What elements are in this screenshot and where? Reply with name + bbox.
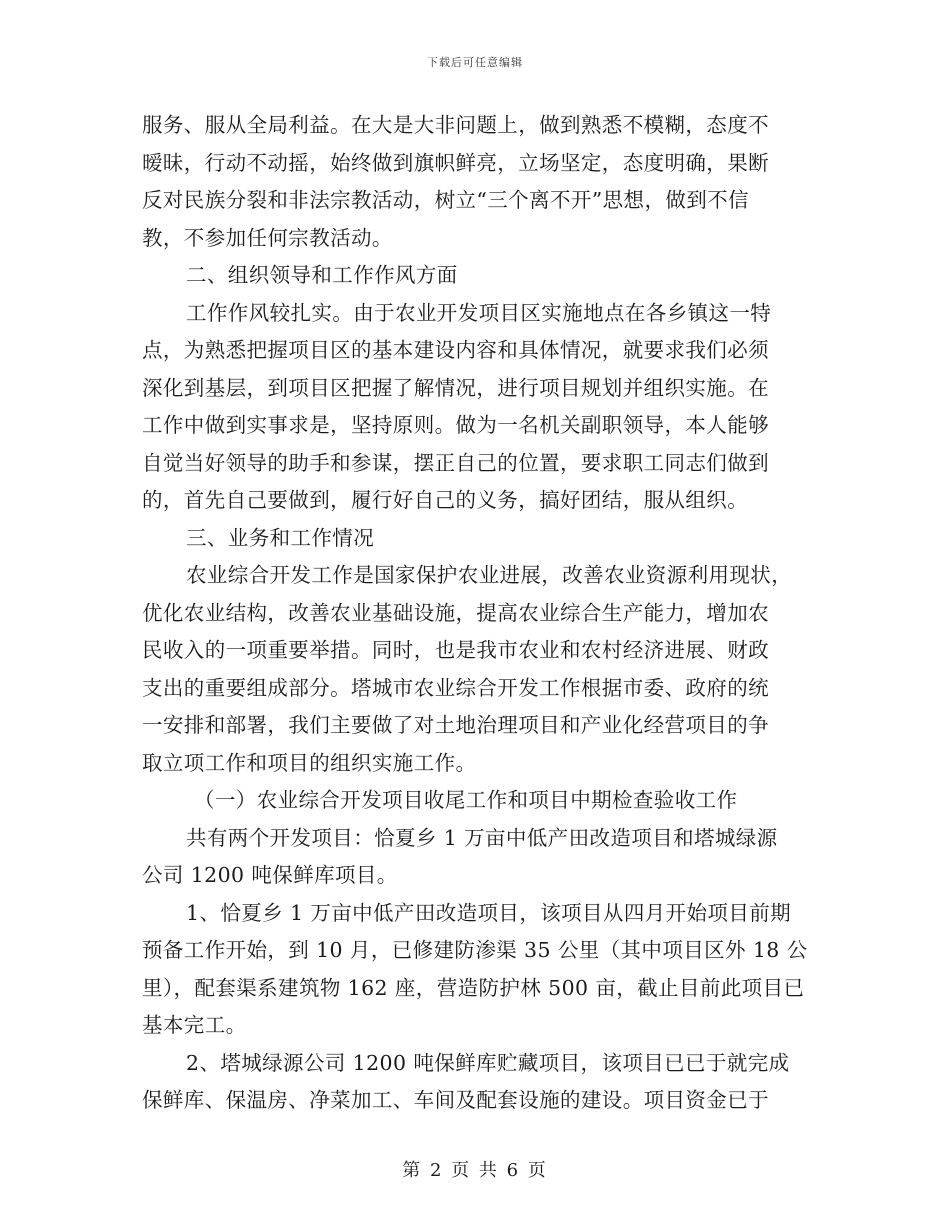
- body-line: 优化农业结构，改善农业基础设施，提高农业综合生产能力，增加农: [142, 600, 769, 625]
- body-line: 一安排和部署，我们主要做了对土地治理项目和产业化经营项目的争: [142, 713, 769, 737]
- body-line: 深化到基层，到项目区把握了解情况，进行项目规划并组织实施。在: [142, 375, 769, 400]
- body-line: 2、塔城绿源公司 1200 吨保鲜库贮藏项目，该项目已已于就完成: [186, 1050, 790, 1075]
- page-header: 下载后可任意编辑: [427, 56, 523, 69]
- body-line: 预备工作开始，到 10 月，已修建防渗渠 35 公里（其中项目区外 18 公: [142, 938, 808, 962]
- subsection-heading: （一）农业综合开发项目收尾工作和项目中期检查验收工作: [194, 788, 738, 812]
- body-line: 的，首先自己要做到，履行好自己的义务，搞好团结，服从组织。: [142, 488, 749, 512]
- body-line: 点，为熟悉把握项目区的基本建设内容和具体情况，就要求我们必须: [142, 338, 769, 362]
- body-line: 共有两个开发项目：恰夏乡 1 万亩中低产田改造项目和塔城绿源: [186, 825, 778, 850]
- body-line: 公司 1200 吨保鲜库项目。: [142, 863, 398, 887]
- document-body: [142, 107, 812, 1120]
- body-line: 反对民族分裂和非法宗教活动，树立“三个离不开”思想，做到不信: [142, 188, 749, 212]
- body-line: 教，不参加任何宗教活动。: [142, 225, 393, 250]
- body-line: 基本完工。: [142, 1013, 247, 1037]
- body-line: 农业综合开发工作是国家保护农业进展，改善农业资源利用现状，: [186, 563, 793, 587]
- body-line: 暧昧，行动不动摇，始终做到旗帜鲜亮，立场坚定，态度明确，果断: [142, 150, 769, 175]
- body-line: 保鲜库、保温房、净菜加工、车间及配套设施的建设。项目资金已于: [142, 1088, 769, 1112]
- body-line: 服务、服从全局利益。在大是大非问题上，做到熟悉不模糊，态度不: [142, 113, 769, 137]
- body-line: 里），配套渠系建筑物 162 座，营造防护林 500 亩，截止目前此项目已: [142, 975, 805, 1000]
- body-line: 支出的重要组成部分。塔城市农业综合开发工作根据市委、政府的统: [142, 675, 769, 700]
- body-line: 1、恰夏乡 1 万亩中低产田改造项目，该项目从四月开始项目前期: [186, 900, 792, 925]
- body-line: 取立项工作和项目的组织实施工作。: [142, 750, 477, 775]
- body-line: 自觉当好领导的助手和参谋，摆正自己的位置，要求职工同志们做到: [142, 450, 769, 475]
- body-line: 工作中做到实事求是，坚持原则。做为一名机关副职领导，本人能够: [142, 413, 769, 437]
- section-heading: 二、组织领导和工作作风方面: [186, 263, 458, 287]
- body-line: 工作作风较扎实。由于农业开发项目区实施地点在各乡镇这一特: [186, 300, 772, 325]
- section-heading: 三、业务和工作情况: [186, 525, 375, 550]
- body-line: 民收入的一项重要举措。同时，也是我市农业和农村经济进展、财政: [142, 638, 769, 662]
- page-footer: 第 2 页 共 6 页: [402, 1160, 548, 1181]
